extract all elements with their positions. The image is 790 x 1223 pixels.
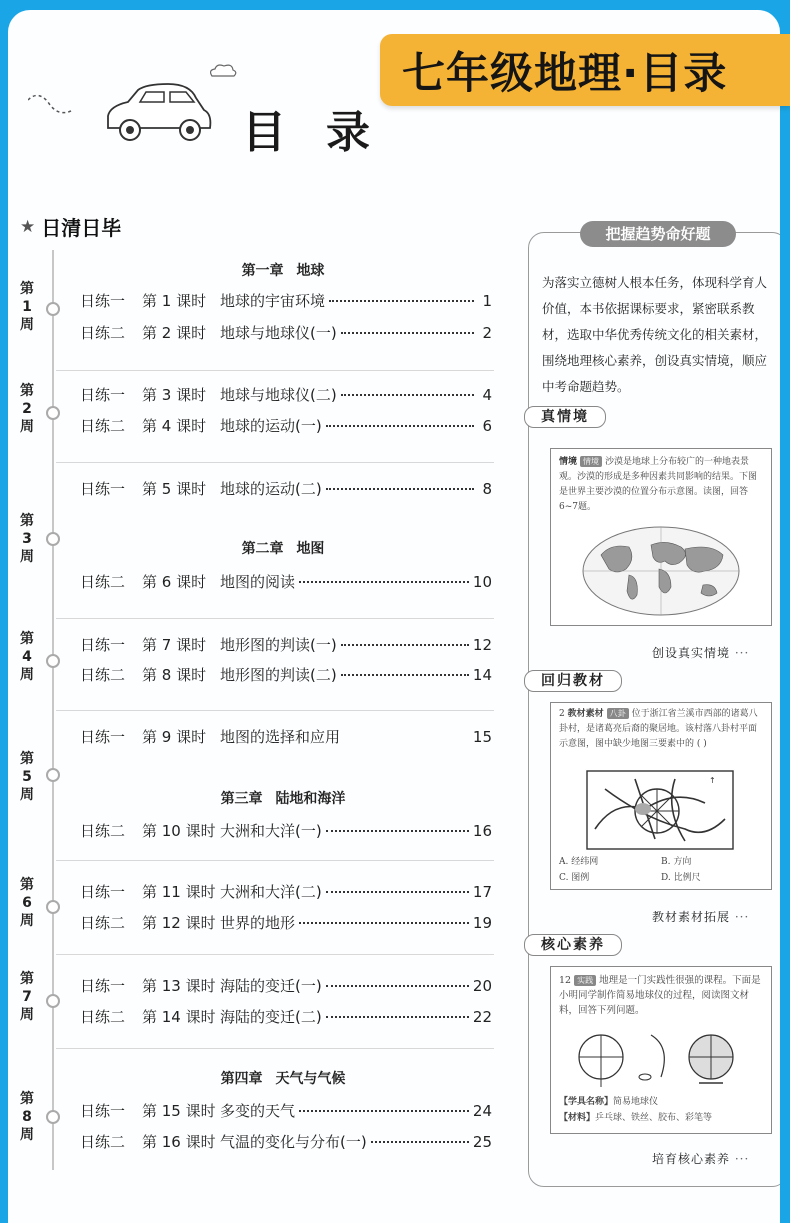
caption-literacy: 培育核心素养 ···	[652, 1150, 749, 1167]
toc-row[interactable]: 日练二 第 4 课时 地球的运动(一) 6	[80, 417, 492, 435]
page-heading: 目录	[242, 107, 410, 158]
toc-row[interactable]: 日练二 第 6 课时 地图的阅读 10	[80, 573, 492, 591]
card-text: 2 教材素材 八卦 位于浙江省兰溪市西部的诸葛八卦村，是诸葛亮后裔的聚居地。该村落八卦村平面示意图，图中缺少地图三要素中的 ( )	[559, 709, 758, 749]
option-c: C. 图例	[559, 873, 590, 883]
week-label-1: 第 1 周	[20, 281, 34, 333]
tag-back-to-textbook: 回归教材	[524, 670, 622, 692]
cloud-icon	[208, 62, 238, 80]
tag-real-context: 真情境	[524, 406, 606, 428]
star-icon: ★	[20, 216, 36, 237]
toc-row[interactable]: 日练二 第 12 课时 世界的地形 19	[80, 914, 492, 932]
option-b: B. 方向	[661, 857, 692, 867]
toc-row[interactable]: 日练二 第 8 课时 地形图的判读(二) 14	[80, 666, 492, 684]
timeline-node	[46, 1110, 60, 1124]
week-separator	[56, 1048, 494, 1049]
sample-card-textbook	[550, 702, 772, 890]
caption-real-context: 创设真实情境 ···	[652, 644, 749, 661]
week-label-3: 第 3 周	[20, 513, 34, 565]
week-label-2: 第 2 周	[20, 383, 34, 435]
week-label-4: 第 4 周	[20, 631, 34, 683]
toc-row[interactable]: 日练一 第 3 课时 地球与地球仪(二) 4	[80, 386, 492, 404]
village-map-icon	[585, 769, 735, 851]
timeline-node	[46, 302, 60, 316]
week-label-7: 第 7 周	[20, 971, 34, 1023]
toc-row[interactable]: 日练一 第 1 课时 地球的宇宙环境 1	[80, 292, 492, 310]
chapter-heading: 第一章 地球	[241, 263, 325, 279]
toc-row[interactable]: 日练一 第 7 课时 地形图的判读(一) 12	[80, 636, 492, 654]
week-label-5: 第 5 周	[20, 751, 34, 803]
timeline-node	[46, 900, 60, 914]
week-separator	[56, 954, 494, 955]
card-tool-line: 【学具名称】简易地球仪	[559, 1097, 659, 1107]
toc-row[interactable]: 日练二 第 16 课时 气温的变化与分布(一) 25	[80, 1133, 492, 1151]
week-label-6: 第 6 周	[20, 877, 34, 929]
toc-row[interactable]: 日练二 第 14 课时 海陆的变迁(二) 22	[80, 1008, 492, 1026]
sample-card-context	[550, 448, 772, 626]
timeline-node	[46, 768, 60, 782]
card-text: 情境 情境 沙漠是地球上分布较广的一种地表景观。沙漠的形成是多种因素共同影响的结果。下图是世界主要沙漠的位置分布示意图。读图，回答6~7题。	[559, 457, 758, 512]
option-a: A. 经纬网	[559, 857, 599, 867]
timeline-node	[46, 532, 60, 546]
timeline-node	[46, 994, 60, 1008]
toc-row[interactable]: 日练一 第 15 课时 多变的天气 24	[80, 1102, 492, 1120]
chapter-heading: 第三章 陆地和海洋	[220, 791, 346, 807]
week-separator	[56, 370, 494, 371]
card-text: 12 实践 地理是一门实践性很强的课程。下面是小明同学制作简易地球仪的过程，阅读图文材料，回答下列问题。	[559, 975, 761, 1016]
toc-row[interactable]: 日练一 第 5 课时 地球的运动(二) 8	[80, 480, 492, 498]
grade-subject-banner	[380, 34, 790, 106]
timeline-node	[46, 406, 60, 420]
option-d: D. 比例尺	[661, 873, 701, 883]
svg-text:↑: ↑	[709, 776, 716, 785]
toc-row[interactable]: 日练二 第 10 课时 大洲和大洋(一) 16	[80, 822, 492, 840]
tag-core-literacy: 核心素养	[524, 934, 622, 956]
timeline-node	[46, 654, 60, 668]
globe-steps-icon	[571, 1027, 751, 1091]
timeline-line	[52, 250, 54, 1170]
car-illustration-icon	[28, 80, 218, 150]
week-separator	[56, 618, 494, 619]
caption-textbook: 教材素材拓展 ···	[652, 908, 749, 925]
week-separator	[56, 462, 494, 463]
chapter-heading: 第四章 天气与气候	[220, 1071, 346, 1087]
card-material-line: 【材料】乒乓球、铁丝、胶布、彩笔等	[559, 1113, 713, 1123]
sample-card-literacy	[550, 966, 772, 1134]
section-title-text: 日清日毕	[41, 216, 122, 240]
world-map-icon	[581, 525, 741, 617]
toc-row[interactable]: 日练一 第 11 课时 大洲和大洋(二) 17	[80, 883, 492, 901]
week-separator	[56, 710, 494, 711]
section-title	[20, 212, 121, 241]
feature-intro: 为落实立德树人根本任务，体现科学育人价值，本书依据课标要求，紧密联系教材，选取中华优秀传统文化的相关素材，围绕地理核心素养，创设真实情境，顺应中考命题趋势。	[542, 275, 768, 394]
banner-text: 七年级地理·目录	[402, 49, 728, 99]
toc-row[interactable]: 日练二 第 2 课时 地球与地球仪(一) 2	[80, 324, 492, 342]
chapter-heading: 第二章 地图	[241, 541, 325, 557]
page	[8, 10, 780, 1223]
week-label-8: 第 8 周	[20, 1091, 34, 1143]
feature-panel-title: 把握趋势命好题	[580, 221, 736, 247]
toc-row[interactable]: 日练一 第 13 课时 海陆的变迁(一) 20	[80, 977, 492, 995]
toc-row[interactable]: 日练一 第 9 课时 地图的选择和应用 15	[80, 728, 492, 746]
week-separator	[56, 860, 494, 861]
